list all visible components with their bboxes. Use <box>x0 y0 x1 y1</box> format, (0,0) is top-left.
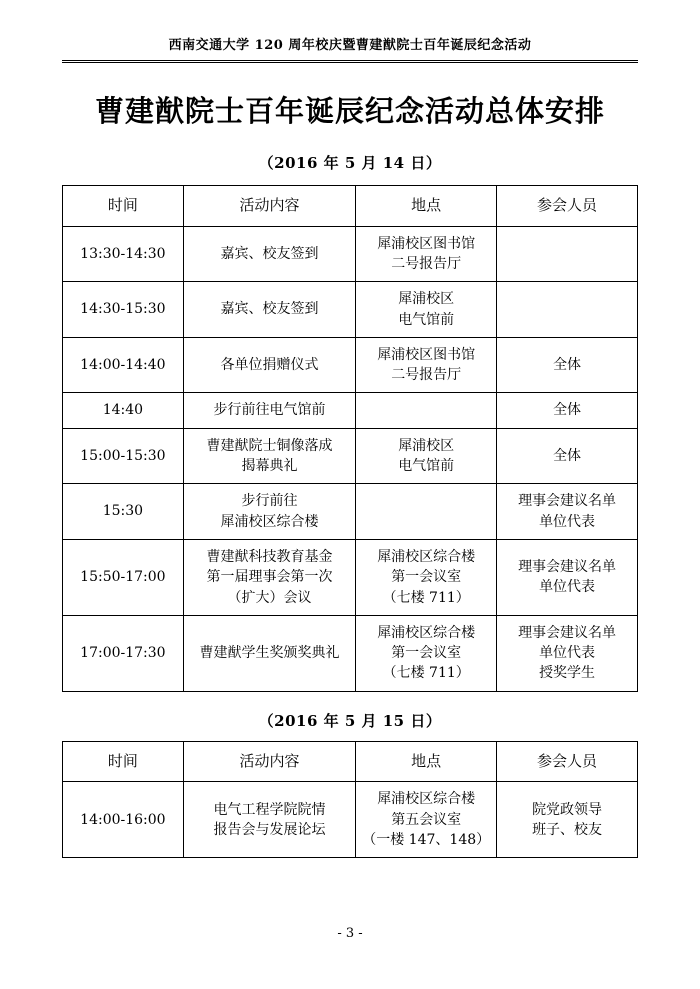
cell-time: 14:00-16:00 <box>63 782 184 858</box>
cell-place <box>356 393 497 428</box>
cell-time: 17:00-17:30 <box>63 615 184 691</box>
column-header-time: 时间 <box>63 185 184 226</box>
cell-time: 15:30 <box>63 484 184 540</box>
column-header-place: 地点 <box>356 185 497 226</box>
section-date-label-1: （2016 年 5 月 14 日） <box>258 153 442 172</box>
cell-activity: 曹建猷科技教育基金 第一届理事会第一次 （扩大）会议 <box>183 539 356 615</box>
running-header: 西南交通大学 120 周年校庆暨曹建猷院士百年诞辰纪念活动 <box>168 38 532 53</box>
cell-place: 犀浦校区图书馆 二号报告厅 <box>356 337 497 393</box>
cell-place: 犀浦校区综合楼 第五会议室 （一楼 147、148） <box>356 782 497 858</box>
column-header-people: 参会人员 <box>497 185 638 226</box>
table-header-row <box>63 185 638 226</box>
cell-activity: 嘉宾、校友签到 <box>183 226 356 282</box>
table-row <box>63 337 638 393</box>
table-row <box>63 484 638 540</box>
cell-people: 理事会建议名单 单位代表 授奖学生 <box>497 615 638 691</box>
cell-time: 15:00-15:30 <box>63 428 184 484</box>
table-row <box>63 615 638 691</box>
schedule-table-day1-body <box>63 226 638 691</box>
cell-place: 犀浦校区综合楼 第一会议室 （七楼 711） <box>356 539 497 615</box>
cell-people: 理事会建议名单 单位代表 <box>497 484 638 540</box>
table-row <box>63 226 638 282</box>
cell-activity: 步行前往 犀浦校区综合楼 <box>183 484 356 540</box>
column-header-people: 参会人员 <box>497 741 638 782</box>
page-title: 曹建猷院士百年诞辰纪念活动总体安排 <box>94 93 605 128</box>
cell-activity: 嘉宾、校友签到 <box>183 282 356 338</box>
cell-place: 犀浦校区 电气馆前 <box>356 282 497 338</box>
cell-activity: 曹建猷院士铜像落成 揭幕典礼 <box>183 428 356 484</box>
cell-people: 全体 <box>497 337 638 393</box>
cell-time: 14:30-15:30 <box>63 282 184 338</box>
table-row <box>63 782 638 858</box>
cell-people <box>497 226 638 282</box>
header-divider <box>62 60 638 63</box>
cell-time: 15:50-17:00 <box>63 539 184 615</box>
cell-place: 犀浦校区图书馆 二号报告厅 <box>356 226 497 282</box>
cell-activity: 电气工程学院院情 报告会与发展论坛 <box>183 782 356 858</box>
schedule-table-day2 <box>62 741 638 859</box>
page-number: - 3 - <box>337 926 363 941</box>
cell-place <box>356 484 497 540</box>
cell-place: 犀浦校区 电气馆前 <box>356 428 497 484</box>
column-header-activity: 活动内容 <box>183 741 356 782</box>
table-row <box>63 282 638 338</box>
table-row <box>63 539 638 615</box>
cell-activity: 各单位捐赠仪式 <box>183 337 356 393</box>
cell-time: 14:00-14:40 <box>63 337 184 393</box>
cell-activity: 步行前往电气馆前 <box>183 393 356 428</box>
column-header-place: 地点 <box>356 741 497 782</box>
schedule-table-day2-body <box>63 782 638 858</box>
column-header-activity: 活动内容 <box>183 185 356 226</box>
cell-time: 14:40 <box>63 393 184 428</box>
schedule-table-day1 <box>62 185 638 692</box>
cell-place: 犀浦校区综合楼 第一会议室 （七楼 711） <box>356 615 497 691</box>
cell-activity: 曹建猷学生奖颁奖典礼 <box>183 615 356 691</box>
cell-people: 院党政领导 班子、校友 <box>497 782 638 858</box>
cell-people: 全体 <box>497 428 638 484</box>
cell-people: 全体 <box>497 393 638 428</box>
column-header-time: 时间 <box>63 741 184 782</box>
cell-time: 13:30-14:30 <box>63 226 184 282</box>
cell-people <box>497 282 638 338</box>
table-header-row <box>63 741 638 782</box>
section-date-label-2: （2016 年 5 月 15 日） <box>258 711 442 730</box>
cell-people: 理事会建议名单 单位代表 <box>497 539 638 615</box>
table-row <box>63 428 638 484</box>
table-row <box>63 393 638 428</box>
